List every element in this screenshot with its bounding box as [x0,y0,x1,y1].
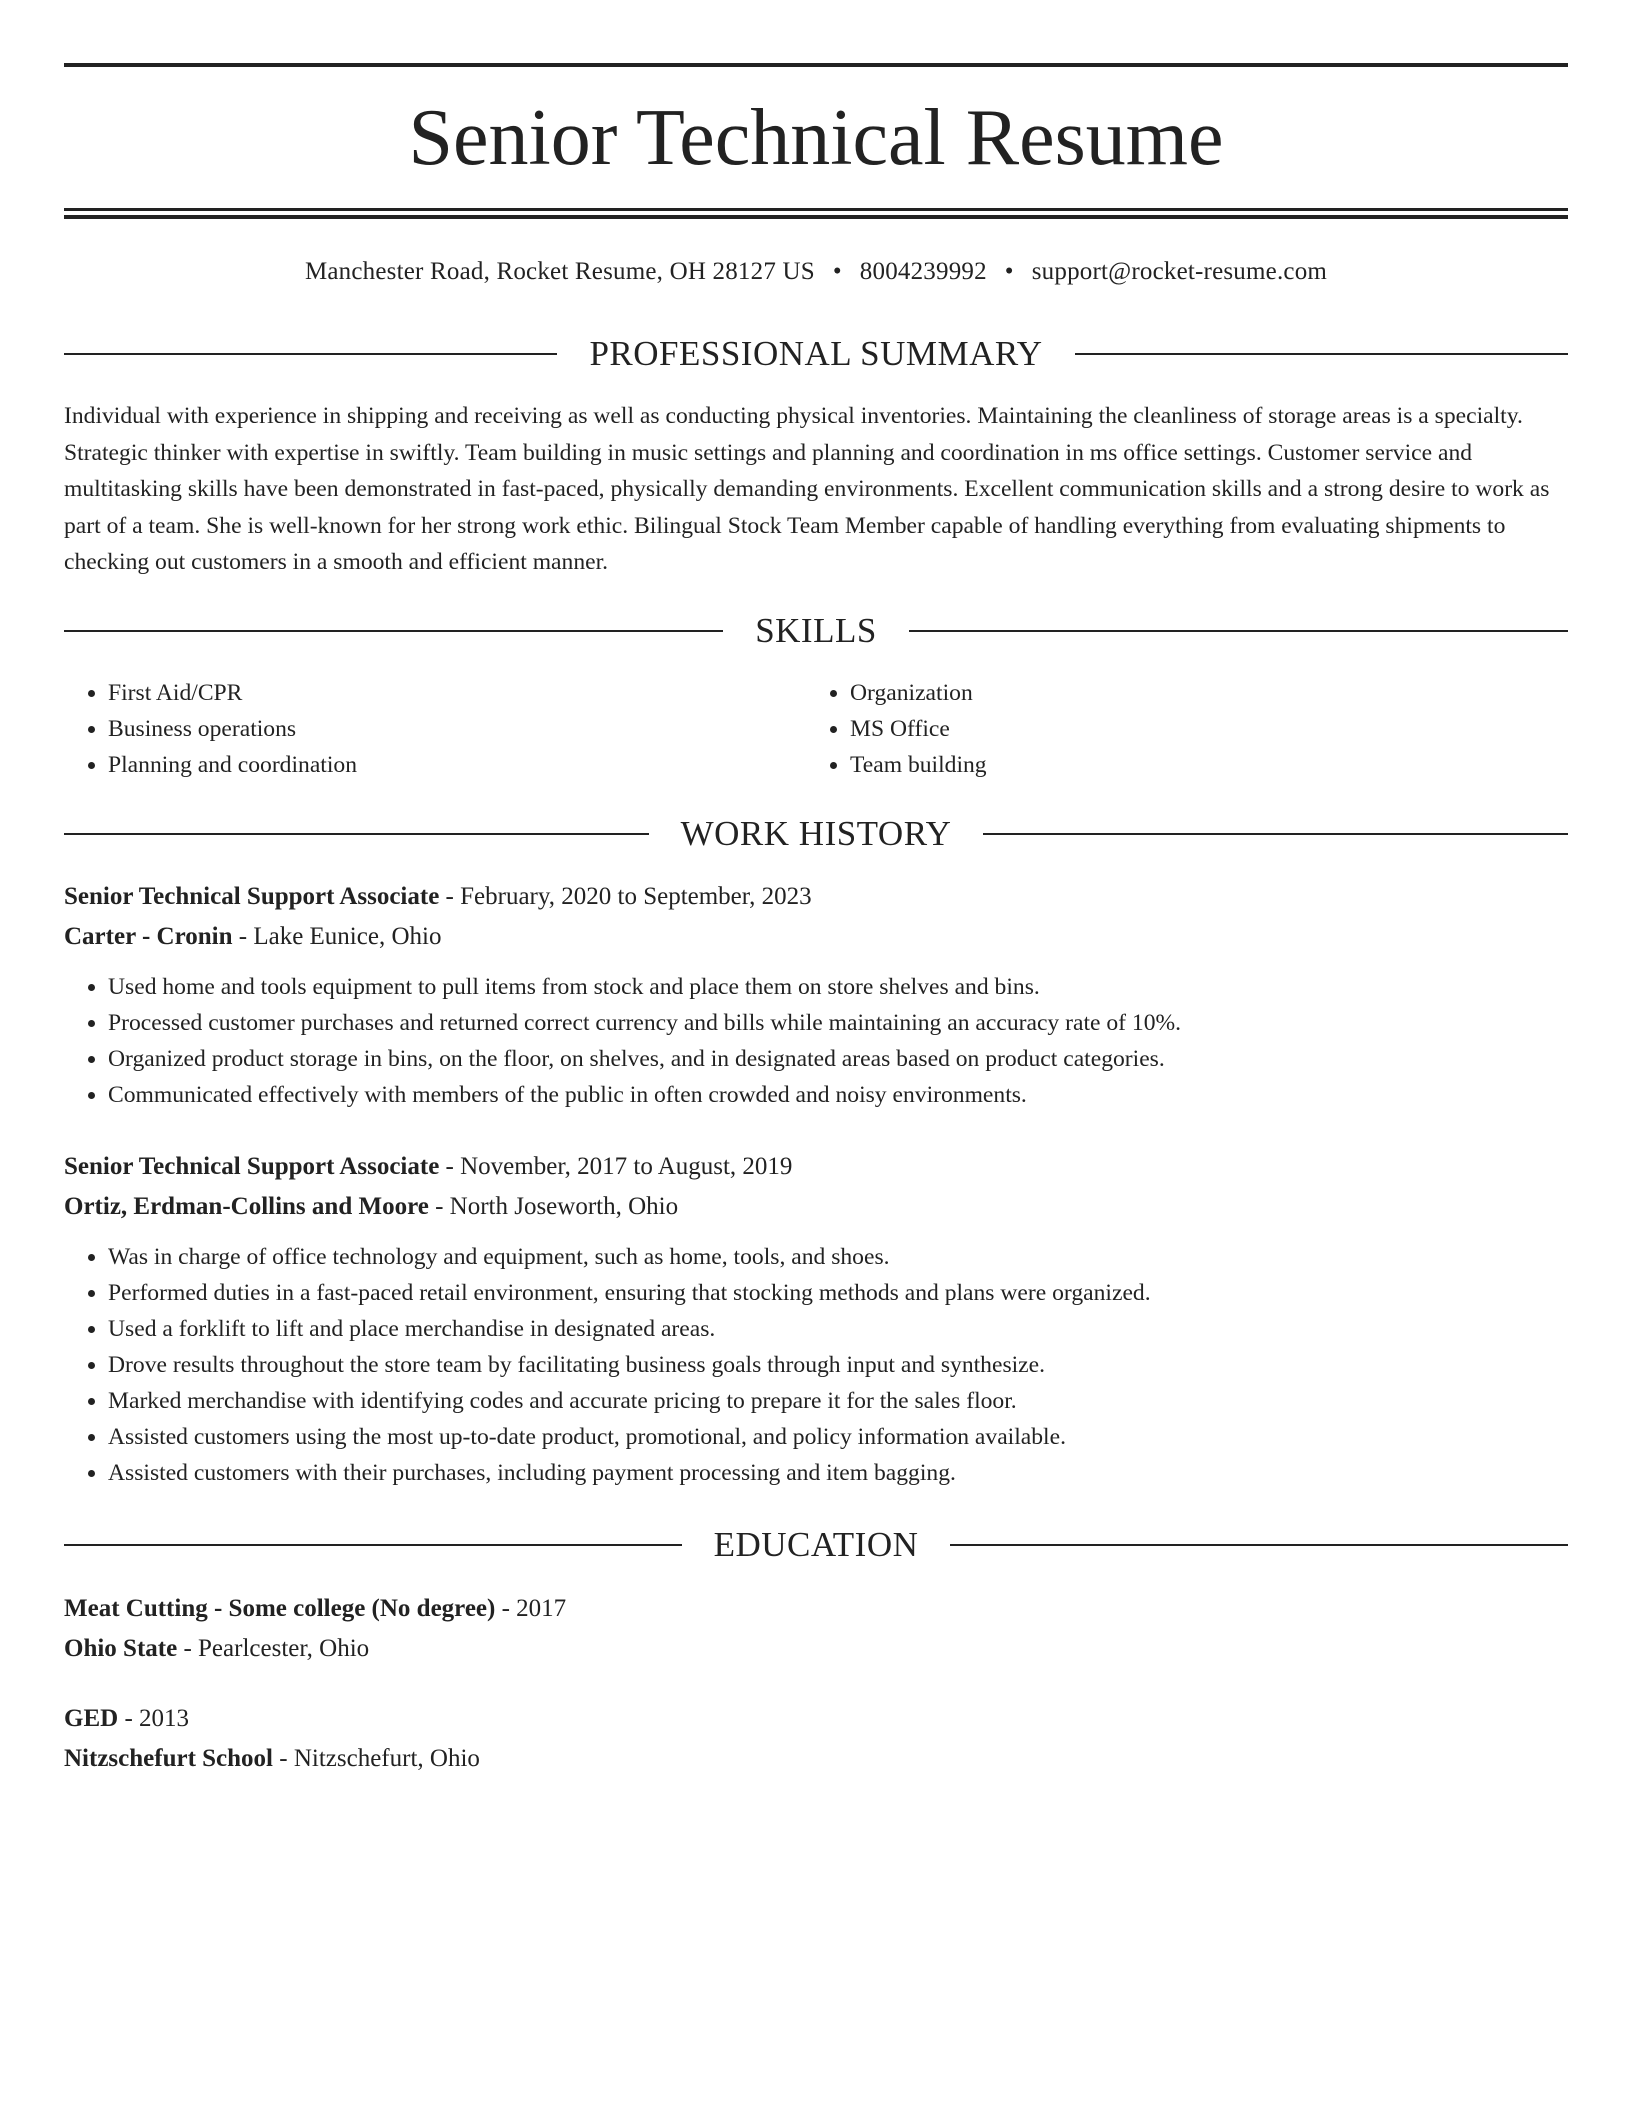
school: Ohio State [64,1635,178,1662]
skills-list [64,675,1568,783]
job-bullet: • Assisted customers with their purchases, including payment processing and item bagging. [108,1455,1568,1491]
job-bullet: • Drove results throughout the store team by facilitating business goals through input and synthesize. [108,1347,1568,1383]
skill-item: • Planning and coordination [108,747,806,783]
degree-line [64,1699,1568,1739]
top-rule [64,63,1568,67]
job-dates: - February, 2020 to September, 2023 [439,883,812,910]
job-company: Carter - Cronin [64,923,233,950]
degree-year: - 2013 [118,1705,190,1732]
skill-item: • MS Office [850,711,1548,747]
skills-column-right [806,675,1548,783]
job-bullets [64,969,1568,1113]
heading-rule [64,353,557,355]
job-location: - Lake Eunice, Ohio [232,923,442,950]
job-title: Senior Technical Support Associate [64,883,440,910]
job-bullet: • Was in charge of office technology and equipment, such as home, tools, and shoes. [108,1239,1568,1275]
skill-item: • First Aid/CPR [108,675,806,711]
heading-rule [950,1544,1568,1546]
degree-year: - 2017 [495,1595,567,1622]
degree-line [64,1589,1568,1629]
contact-email[interactable]: support@rocket-resume.com [1031,258,1328,285]
section-title: PROFESSIONAL SUMMARY [589,334,1043,373]
job-dates: - November, 2017 to August, 2019 [439,1153,793,1180]
job-title-line [64,877,1568,917]
school-location: - Nitzschefurt, Ohio [273,1745,480,1772]
section-heading-work [64,812,1568,856]
heading-rule [64,833,649,835]
contact-address: Manchester Road, Rocket Resume, OH 28127 US [304,258,815,285]
job-bullet: • Organized product storage in bins, on the floor, on shelves, and in designated areas based on product categories. [108,1041,1568,1077]
job-bullet: • Processed customer purchases and returned correct currency and bills while maintaining an accuracy rate of 10%. [108,1005,1568,1041]
heading-rule [983,833,1568,835]
school-line [64,1629,1568,1669]
title-double-rule [64,208,1568,219]
school-line [64,1739,1568,1779]
education-entry [64,1699,1568,1779]
section-heading-summary [64,332,1568,376]
contact-separator: • [832,258,842,285]
degree: Meat Cutting - Some college (No degree) [64,1595,496,1622]
section-title: SKILLS [755,611,877,650]
school: Nitzschefurt School [64,1745,273,1772]
contact-separator: • [1004,258,1014,285]
section-title: EDUCATION [713,1525,919,1564]
heading-rule [909,630,1568,632]
skill-item: • Organization [850,675,1548,711]
contact-phone: 8004239992 [859,258,987,285]
section-heading-skills [64,609,1568,653]
job-bullet: • Marked merchandise with identifying codes and accurate pricing to prepare it for the sales floor. [108,1383,1568,1419]
skill-item: • Business operations [108,711,806,747]
job-company-line [64,917,1568,957]
job-bullets [64,1239,1568,1491]
job-bullet: • Used home and tools equipment to pull items from stock and place them on store shelves and bins. [108,969,1568,1005]
skills-column-left [64,675,806,783]
heading-rule [64,630,723,632]
resume-title: Senior Technical Resume [408,94,1224,182]
job-company-line [64,1187,1568,1227]
summary-text: Individual with experience in shipping and receiving as well as conducting physical inventories. Maintaining the cleanliness of storage areas is a specialty. Strategic thinker with expertise in swiftly. Team building in music settings and planning and coordination in ms office settings. Customer service and multitasking skills have been demonstrated in fast-paced, physically demanding environments. Excellent communication skills and a strong desire to work as part of a team. She is well-known for her strong work ethic. Bilingual Stock Team Member capable of handling everything from evaluating shipments to checking out customers in a smooth and efficient manner. [64,403,1550,576]
school-location: - Pearlcester, Ohio [177,1635,370,1662]
section-heading-education [64,1523,1568,1567]
job-title: Senior Technical Support Associate [64,1153,440,1180]
contact-line [64,254,1568,290]
job-bullet: • Performed duties in a fast-paced retail environment, ensuring that stocking methods and plans were organized. [108,1275,1568,1311]
heading-rule [64,1544,682,1546]
heading-rule [1075,353,1568,355]
skill-item: • Team building [850,747,1548,783]
job-entry [64,1147,1568,1491]
job-company: Ortiz, Erdman-Collins and Moore [64,1193,429,1220]
job-bullet: • Assisted customers using the most up-to-date product, promotional, and policy information available. [108,1419,1568,1455]
education-entry [64,1589,1568,1669]
job-entry [64,877,1568,1113]
job-bullet: • Used a forklift to lift and place merchandise in designated areas. [108,1311,1568,1347]
job-location: - North Joseworth, Ohio [428,1193,679,1220]
section-title: WORK HISTORY [680,814,952,853]
degree: GED [64,1705,119,1732]
job-bullet: • Communicated effectively with members of the public in often crowded and noisy environments. [108,1077,1568,1113]
job-title-line [64,1147,1568,1187]
